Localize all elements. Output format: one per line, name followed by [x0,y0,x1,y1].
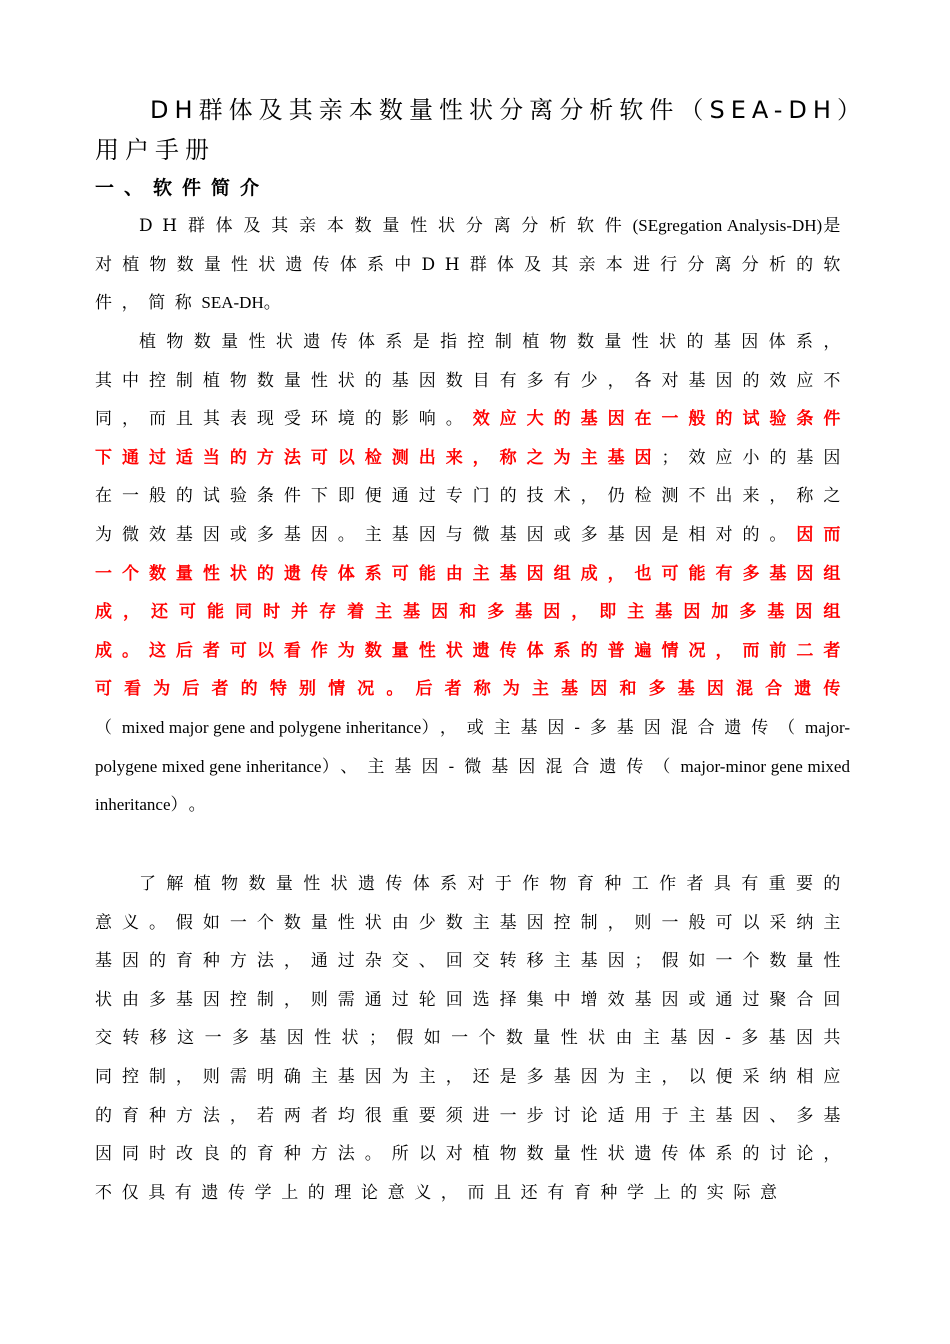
intro-text-e: 。 [263,293,291,314]
intro-text-c: 是对植物数量性状遗传体系中DH群体及其亲本进行分离分析的软件，简称 [95,216,850,314]
document-title: DH群体及其亲本数量性状分离分析软件（SEA-DH）用户手册 [95,96,855,164]
intro-text-a: DH群体及其亲本数量性状分离分析软件 [139,216,633,236]
english-term-major-minor: major-minor gene mixed inheritance [95,756,850,815]
english-term-major-polygene: major-polygene mixed gene inheritance [95,717,850,776]
section-heading: 一、软件简介 [95,177,270,199]
genetic-system-text-3: ；效应小的基因在一般的试验条件下即便通过专门的技术，仍检测不出来，称之为微效基因或多基因。主基因与微基因或多基因是相对的。 [95,447,850,545]
paragraph-breeding-significance: 了解植物数量性状遗传体系对于作物育种工作者具有重要的意义。假如一个数量性状由少数主基因控制，则一般可以采纳主基因的育种方法，通过杂交、回交转移主基因；假如一个数量性状由多基因控制，则需通过轮回选择集中增效基因或通过聚合回交转移这一多基因性状；假如一个数量性状由主基因-多基因共同控制，则需明确主基因为主，还是多基因为主，以便采纳相应的育种方法，若两者均很重要须进一步讨论适用于主基因、多基因同时改良的育种方法。所以对植物数量性状遗传体系的讨论，不仅具有遗传学上的理论意义，而且还有育种学上的实际意 [95,874,850,1203]
genetic-system-text-11: ）。 [170,795,216,816]
intro-english-name: (SEgregation Analysis-DH) [632,216,823,235]
paragraph-genetic-system [95,323,850,825]
english-term-mixed: mixed major gene and polygene inheritance [121,717,422,737]
paragraph-intro [95,207,850,323]
genetic-system-text-7: ），或主基因-多基因混合遗传（ [421,717,806,738]
genetic-system-text-9: ）、主基因-微基因混合遗传（ [321,756,681,777]
mixed-inheritance-highlight: 因而一个数量性状的遗传体系可能由主基因组成，也可能有多基因组成，还可能同时并存着主基因和多基因，即主基因加多基因组成。这后者可以看作为数量性状遗传体系的普遍情况，而前二者可看为后者的特别情况。后者称为主基因和多基因混合遗传 [95,524,850,700]
major-gene-definition-highlight: 效应大的基因在一般的试验条件下通过适当的方法可以检测出来，称之为主基因 [95,409,850,468]
genetic-system-text-1: 植物数量性状遗传体系是指控制植物数量性状的基因体系，其中控制植物数量性状的基因数目有多有少，各对基因的效应不同，而且其表现受环境的影响。 [95,332,850,430]
intro-abbreviation: SEA-DH [201,293,264,313]
genetic-system-text-5: （ [95,717,122,738]
